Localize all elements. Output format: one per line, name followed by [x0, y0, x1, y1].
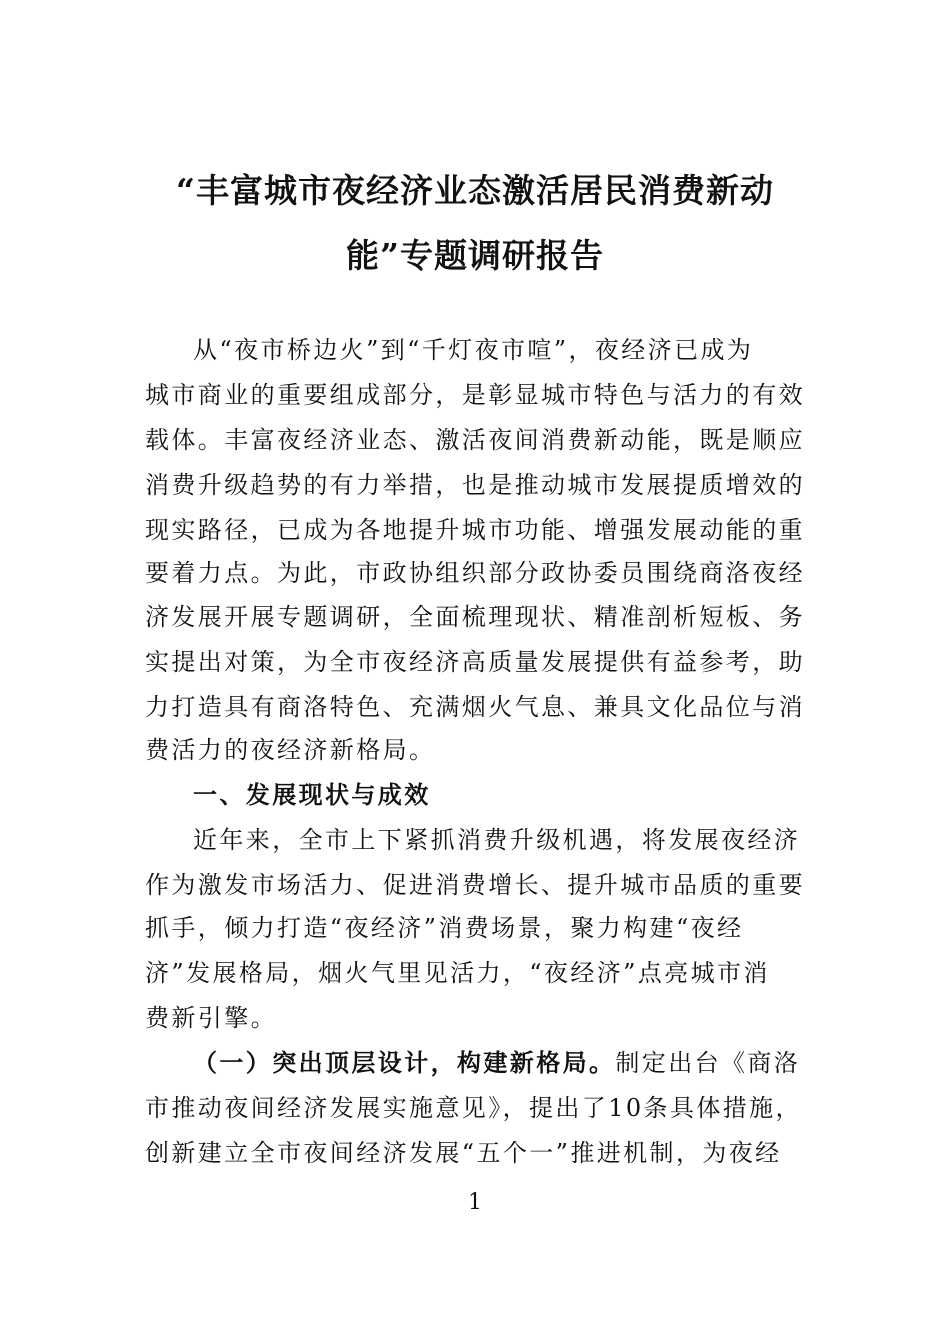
text-line: 力打造具有商洛特色、充满烟火气息、兼具文化品位与消 [145, 693, 805, 721]
title-line-2: 能”专题调研报告 [346, 236, 604, 275]
text-line: 消费升级趋势的有力举措，也是推动城市发展提质增效的 [145, 471, 805, 499]
text-line: 费活力的夜经济新格局。 [145, 736, 436, 764]
section-heading: 一、发展现状与成效 [193, 781, 431, 809]
text-line: 市推动夜间经济发展实施意见》，提出了10条具体措施， [145, 1094, 802, 1122]
text-line: 现实路径，已成为各地提升城市功能、增强发展动能的重 [145, 516, 805, 544]
text-line: 济发展开展专题调研，全面梳理现状、精准剖析短板、务 [145, 603, 805, 631]
text-line: 作为激发市场活力、促进消费增长、提升城市品质的重要 [145, 871, 805, 899]
text-line: 从“夜市桥边火”到“千灯夜市喧”，夜经济已成为 [193, 336, 754, 364]
subsection-text: 制定出台《商洛 [615, 1049, 801, 1077]
text-line: 城市商业的重要组成部分，是彰显城市特色与活力的有效 [145, 381, 805, 409]
page-number: 1 [468, 1190, 482, 1215]
text-line: 费新引擎。 [145, 1004, 277, 1032]
text-line: 实提出对策，为全市夜经济高质量发展提供有益参考，助 [145, 648, 805, 676]
text-line: 载体。丰富夜经济业态、激活夜间消费新动能，既是顺应 [145, 426, 805, 454]
text-line: 抓手，倾力打造“夜经济”消费场景，聚力构建“夜经 [145, 914, 744, 942]
subsection-lead: （一）突出顶层设计，构建新格局。 [193, 1048, 616, 1077]
text-line: 创新建立全市夜间经济发展“五个一”推进机制，为夜经 [145, 1139, 782, 1167]
title-line-1: “丰富城市夜经济业态激活居民消费新动 [176, 171, 774, 210]
text-line: 近年来，全市上下紧抓消费升级机遇，将发展夜经济 [193, 826, 801, 854]
text-line: 济”发展格局，烟火气里见活力，“夜经济”点亮城市消 [145, 959, 770, 987]
text-line: 要着力点。为此，市政协组织部分政协委员围绕商洛夜经 [145, 559, 805, 587]
text-line [193, 1048, 801, 1078]
